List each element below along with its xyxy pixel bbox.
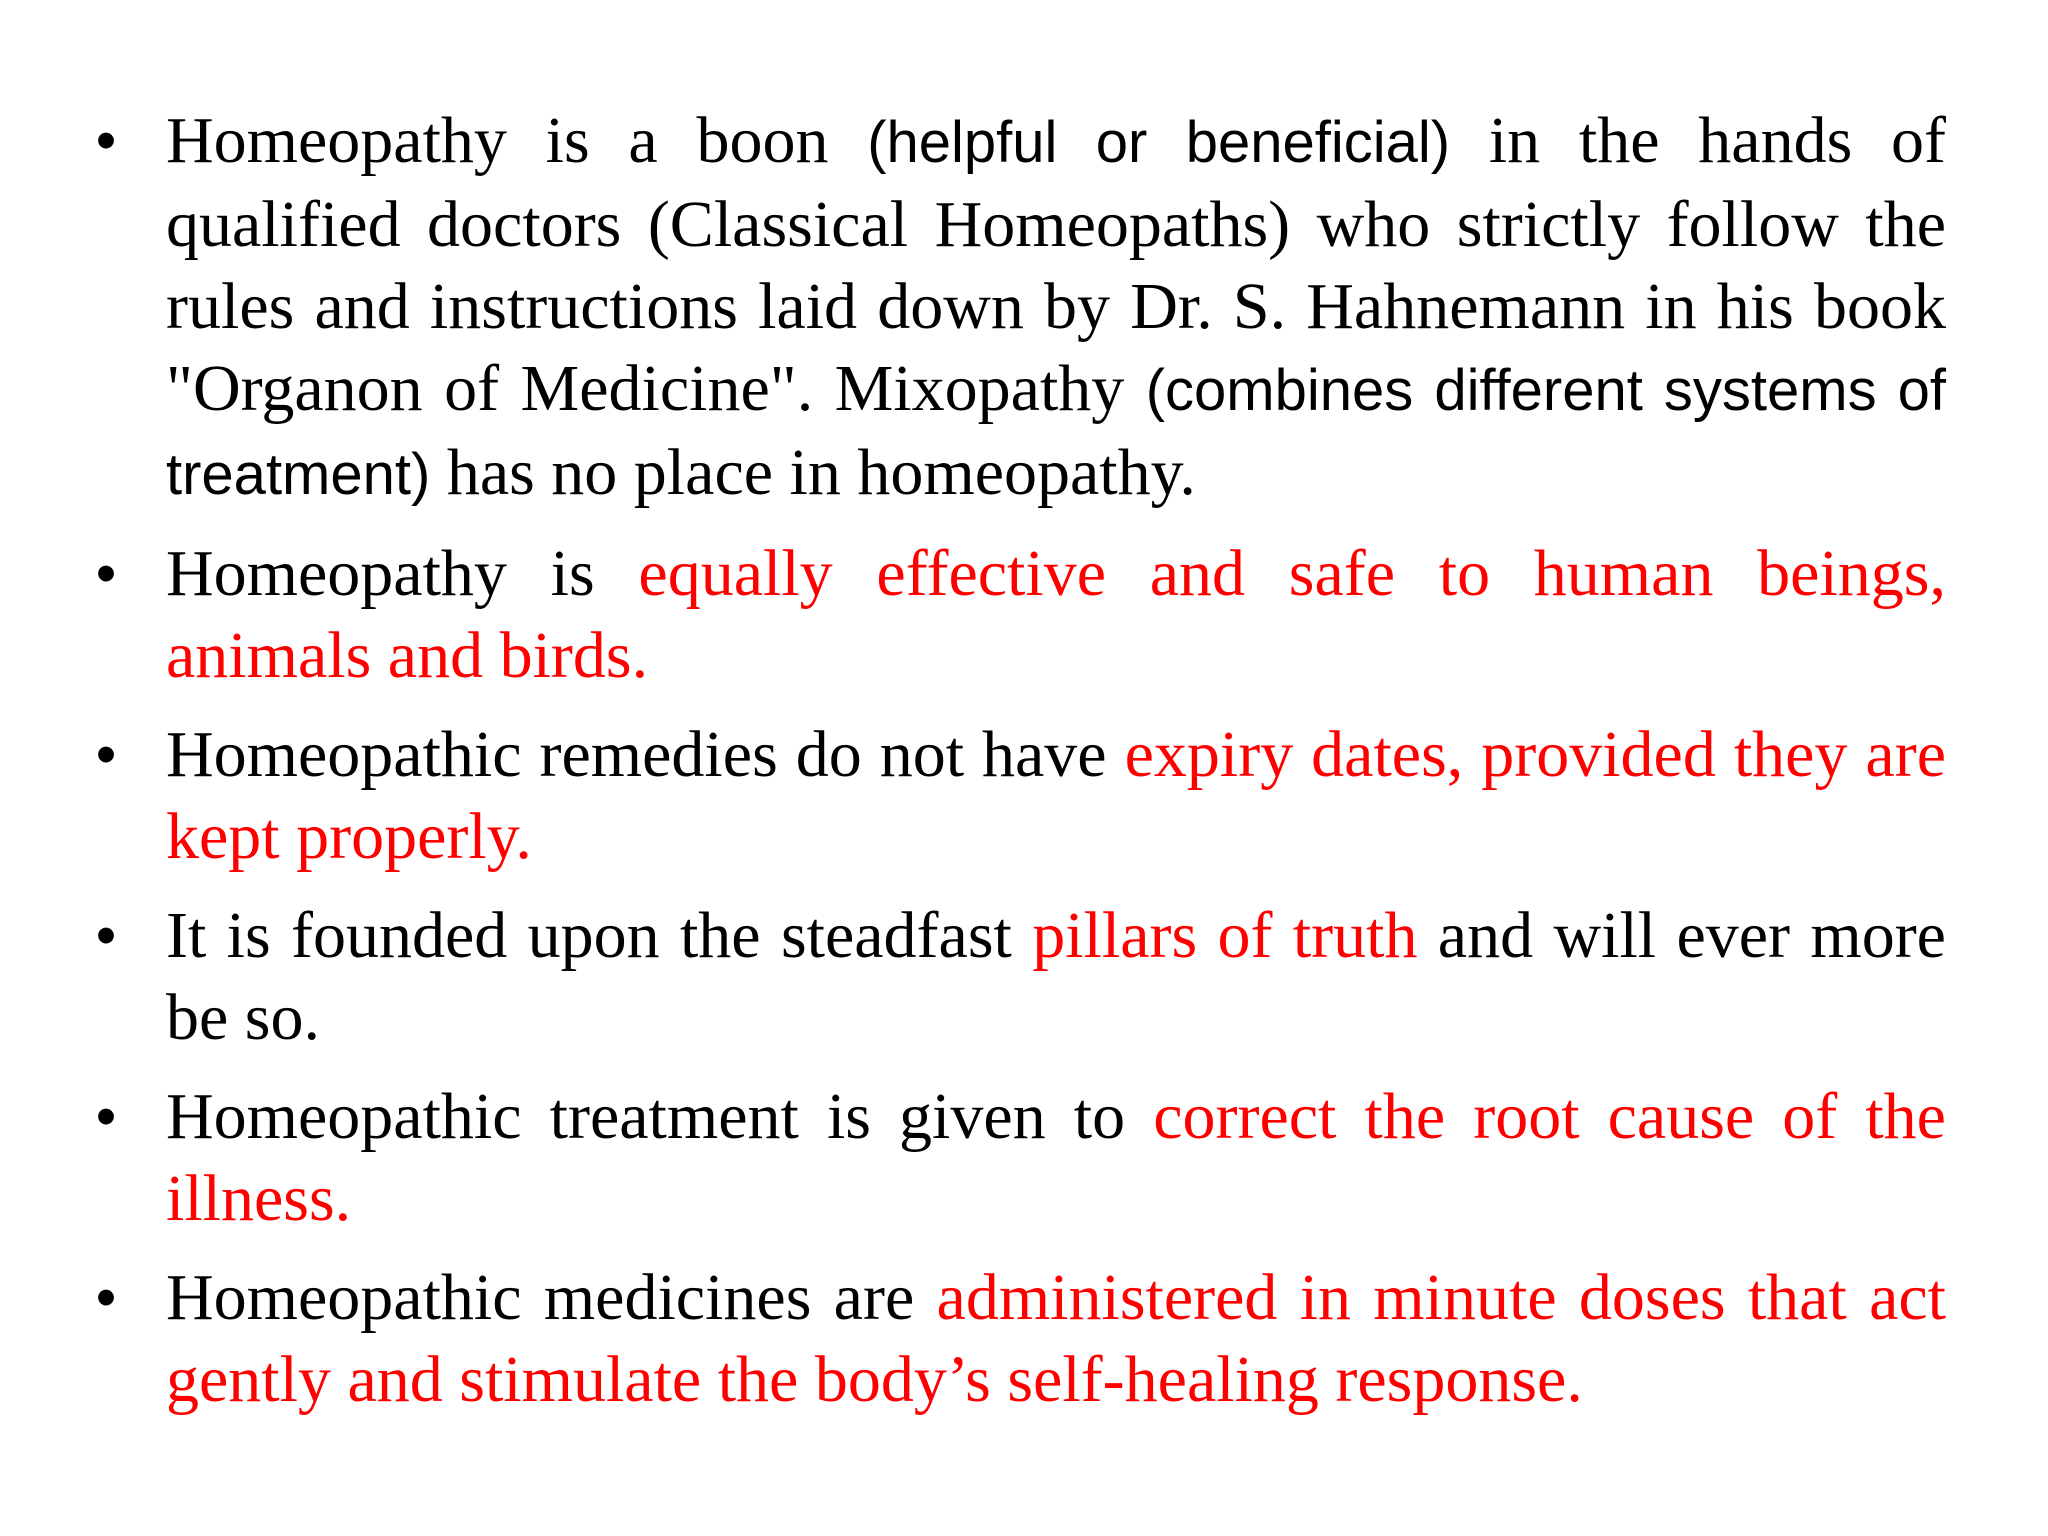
bullet-item-boon [95, 100, 1946, 516]
bullet-marker: • [95, 541, 117, 606]
bullet-item-expiry [95, 714, 1946, 878]
bullet-text: and will ever more be so. [166, 899, 1946, 1054]
bullet-text-parenthetical: (combines different systems of treatment) [166, 358, 1946, 507]
bullet-text: Homeopathic medicines are [166, 1261, 937, 1334]
bullet-text: Homeopathic remedies do not have [166, 718, 1125, 791]
bullet-text: It is founded upon the steadfast [166, 899, 1033, 972]
bullet-item-root-cause [95, 1076, 1946, 1240]
bullet-text: Homeopathy is a boon [166, 104, 868, 177]
bullet-text-highlight: correct the root cause of the illness. [166, 1080, 1946, 1235]
bullet-marker: • [95, 903, 117, 968]
bullet-text: in the hands of qualified doctors (Classical Homeopaths) who strictly follow the rules and instructions laid down by Dr. S. Hahnemann in his book "Organon of Medicine". Mixopathy [166, 104, 1946, 425]
bullet-marker: • [95, 1084, 117, 1149]
bullet-item-truth [95, 895, 1946, 1059]
bullet-text-highlight: equally effective and safe to human beings, animals and birds. [166, 537, 1946, 692]
bullet-marker: • [95, 108, 117, 173]
bullet-text: Homeopathy is [166, 537, 639, 610]
bullet-item-minute-doses [95, 1257, 1946, 1421]
bullet-text-highlight: pillars of truth [1032, 899, 1418, 972]
bullet-list [95, 100, 1946, 1438]
bullet-text-highlight: administered in minute doses that act gently and stimulate the body’s self-healing response. [166, 1261, 1946, 1416]
bullet-marker: • [95, 722, 117, 787]
bullet-text: has no place in homeopathy. [430, 436, 1196, 509]
bullet-text-parenthetical: (helpful or beneficial) [867, 110, 1451, 175]
bullet-text: Homeopathic treatment is given to [166, 1080, 1154, 1153]
bullet-text-highlight: expiry dates, provided they are kept properly. [166, 718, 1946, 873]
bullet-item-safety [95, 533, 1946, 697]
bullet-marker: • [95, 1265, 117, 1330]
